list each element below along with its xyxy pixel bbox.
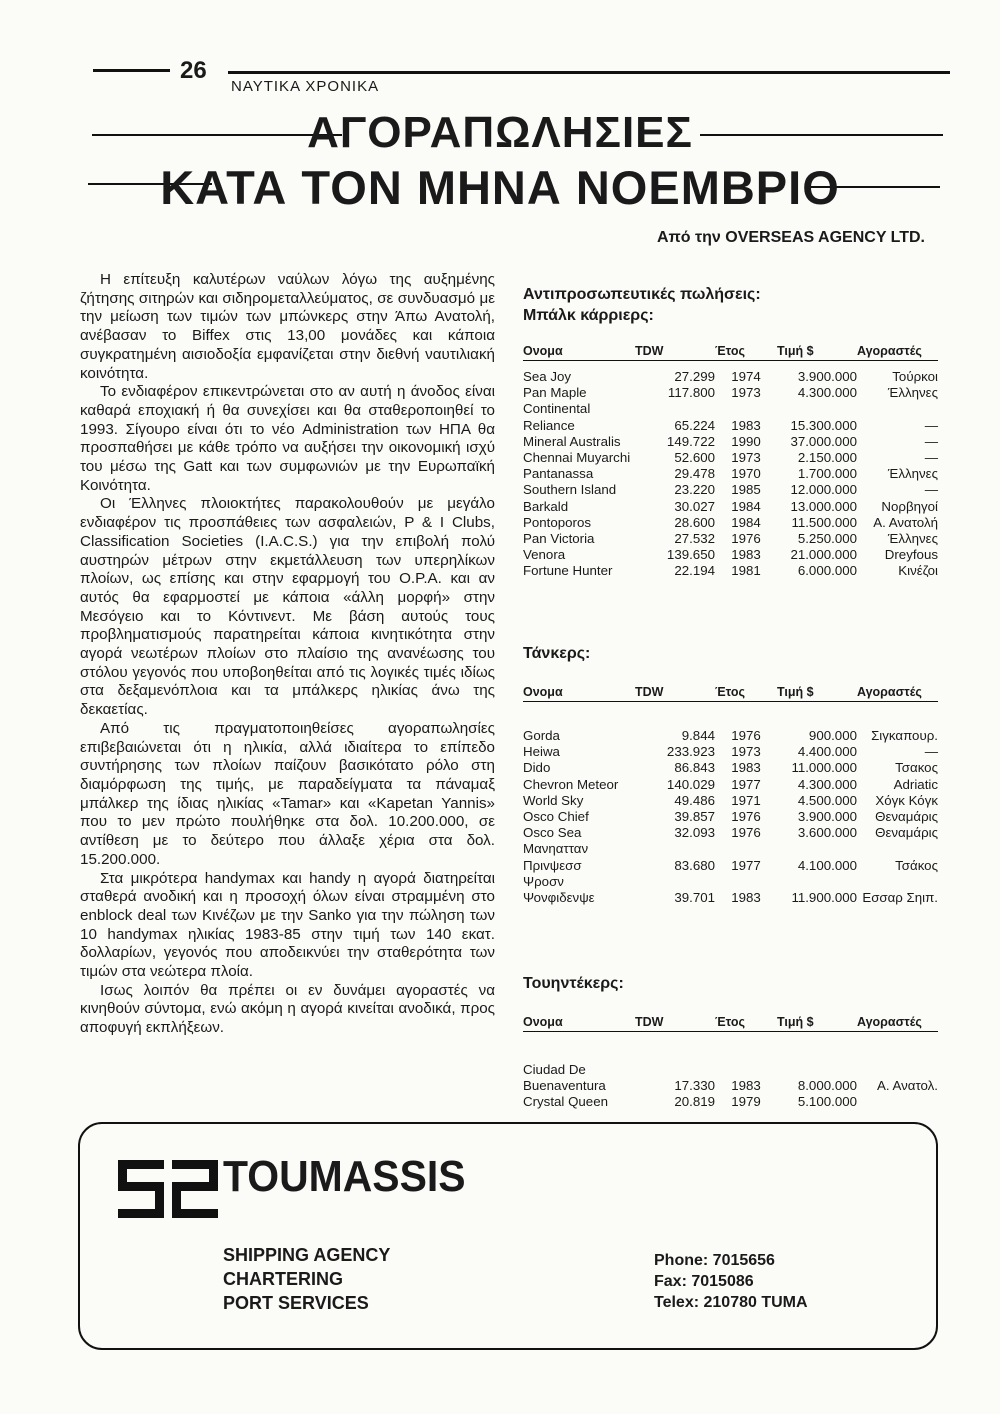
ship-name: Gorda xyxy=(523,728,560,743)
services-list xyxy=(223,1243,390,1315)
col-year: Έτος xyxy=(715,685,777,702)
ship-tdw: 52.600 xyxy=(674,450,715,466)
ship-price: 1.700.000 xyxy=(797,466,857,482)
ship-year: 1973 xyxy=(731,450,761,466)
table-row xyxy=(523,563,938,579)
article-paragraph: Ισως λοιπόν θα πρέπει οι εν δυνάμει αγοραστές να κινηθούν σύντομα, ενώ ακόμη η αγορά κινείται ανοδικά, προς αποφυγή εκπλήξεων. xyxy=(80,981,495,1037)
ship-year: 1984 xyxy=(731,498,761,514)
ship-tdw: 49.486 xyxy=(674,792,715,808)
ship-name: Ciudad De Buenaventura xyxy=(523,1062,606,1094)
ship-name: Pan Victoria xyxy=(523,531,595,547)
ship-name: Μανηατταν Πριvψεσσ xyxy=(523,841,589,873)
ship-buyer: — xyxy=(924,433,938,449)
ship-name: Ψροσν Ψονφιδενψε xyxy=(523,873,595,906)
ship-tdw: 83.680 xyxy=(674,857,715,873)
ship-tdw: 39.857 xyxy=(674,809,715,825)
ship-buyer: Έλληνες xyxy=(887,385,938,401)
ship-buyer: Σιγκαπουρ. xyxy=(871,728,938,743)
ship-buyer: Τσάκος xyxy=(895,857,938,873)
ship-name: Osco Sea xyxy=(523,825,582,841)
ship-price: 3.600.000 xyxy=(797,825,857,841)
ship-year: 1973 xyxy=(731,744,761,760)
ship-name: Continental Reliance xyxy=(523,401,591,433)
ship-year: 1971 xyxy=(731,792,761,808)
page-subtitle: ΚΑΤΑ ΤΟΝ ΜΗΝΑ ΝΟΕΜΒΡΙΟ xyxy=(160,161,840,214)
ship-tdw: 17.330 xyxy=(674,1078,715,1094)
publication-name: ΝΑΥΤΙΚΑ ΧΡΟΝΙΚΑ xyxy=(231,78,380,95)
ship-year: 1979 xyxy=(731,1094,761,1110)
table-row xyxy=(523,385,938,401)
toumassis-logo xyxy=(118,1160,218,1218)
ship-name: Southern Island xyxy=(523,482,617,498)
ship-year: 1985 xyxy=(731,482,761,498)
ship-buyer: Έλληνες xyxy=(887,531,938,547)
byline: Από την OVERSEAS AGENCY LTD. xyxy=(656,229,925,246)
ship-price: 11.500.000 xyxy=(791,514,857,530)
ship-price: 900.000 xyxy=(808,728,857,743)
table-row xyxy=(523,793,938,809)
col-tdw: TDW xyxy=(635,344,715,361)
ship-price: 6.000.000 xyxy=(797,563,857,579)
ship-buyer: Α. Ανατολ. xyxy=(876,1078,938,1094)
tankers-table xyxy=(523,685,938,906)
ship-year: 1983 xyxy=(731,417,761,433)
ship-name: Venora xyxy=(523,547,566,563)
col-name: Ονομα xyxy=(523,685,635,702)
ship-price: 15.300.000 xyxy=(790,417,857,433)
col-name: Ονομα xyxy=(523,344,635,361)
col-year: Έτος xyxy=(715,1015,777,1032)
ship-tdw: 27.299 xyxy=(674,369,715,384)
table-header-row xyxy=(523,344,938,361)
table-row xyxy=(523,531,938,547)
ship-name: Pan Maple xyxy=(523,385,587,401)
page-number: 26 xyxy=(180,57,207,84)
fax-number: Fax: 7015086 xyxy=(654,1273,754,1290)
table-row xyxy=(523,777,938,793)
ship-tdw: 20.819 xyxy=(674,1094,715,1110)
table-row xyxy=(523,482,938,498)
ship-year: 1976 xyxy=(731,809,761,825)
ship-tdw: 86.843 xyxy=(674,760,715,776)
table-row xyxy=(523,1094,938,1110)
ship-tdw: 39.701 xyxy=(674,890,715,906)
ship-name: Pantanassa xyxy=(523,466,594,482)
ship-buyer: Κινέζοι xyxy=(898,563,938,579)
col-price: Τιμή $ xyxy=(777,685,857,702)
ship-buyer: Έλληνες xyxy=(887,466,938,482)
ship-name: World Sky xyxy=(523,792,584,808)
ship-year: 1977 xyxy=(731,857,761,873)
ship-year: 1983 xyxy=(731,547,761,563)
ship-buyer: Θεναμάρις xyxy=(875,825,938,841)
ship-year: 1974 xyxy=(731,369,761,384)
ship-name: Heiwa xyxy=(523,744,560,760)
article-paragraph: Από τις πραγματοποιηθείσες αγοραπωλησίες επιβεβαιώνεται ότι η ηλικία, αλλά ιδιαίτερα το επίπεδο συντήρησης των πλοίων παίζουν βασικότατο ρόλο στη διαμόρφωση της τιμής, με παραδείγματα τα πάναμαξ μπάλκερ της ίδιας ηλικίας «Tamar» και «Kapetan Yannis» που το μεν πρώτο πουλήθηκε στα δολ. 10.200.000, σε αντίθεση με το δεύτερο που άλλαξε χέρια στα δολ. 15.200.000. xyxy=(80,719,495,868)
table-row xyxy=(523,515,938,531)
contact-info xyxy=(654,1250,808,1313)
table-row xyxy=(523,466,938,482)
ship-price: 4.100.000 xyxy=(797,857,857,873)
sales-heading: Αντιπροσωπευτικές πωλήσεις: xyxy=(523,286,761,303)
col-tdw: TDW xyxy=(635,1015,715,1032)
tweendeckers-table xyxy=(523,1015,938,1111)
ship-tdw: 32.093 xyxy=(674,825,715,841)
ship-tdw: 22.194 xyxy=(674,563,715,579)
ship-buyer xyxy=(857,1094,938,1110)
ship-price: 37.000.000 xyxy=(790,433,857,449)
ship-price: 13.000.000 xyxy=(790,498,857,514)
ship-year: 1983 xyxy=(731,760,761,776)
table-header-row xyxy=(523,1015,938,1032)
header-rule-left xyxy=(93,69,170,72)
table-row xyxy=(523,547,938,563)
table-row xyxy=(523,434,938,450)
col-buyers: Αγοραστές xyxy=(857,685,938,702)
ship-tdw: 29.478 xyxy=(674,466,715,482)
ship-year: 1984 xyxy=(731,514,761,530)
ship-name: Barkald xyxy=(523,498,569,514)
telex-number: Telex: 210780 TUMA xyxy=(654,1294,808,1311)
ship-price: 4.300.000 xyxy=(797,385,857,401)
ship-buyer: Νορβηγοί xyxy=(881,498,938,514)
table-row xyxy=(523,841,938,873)
ship-buyer: Τούρκοι xyxy=(892,369,938,384)
ship-price: 11.000.000 xyxy=(791,760,857,776)
ship-year: 1983 xyxy=(731,1078,761,1094)
col-year: Έτος xyxy=(715,344,777,361)
ship-year: 1976 xyxy=(731,531,761,547)
ship-price: 21.000.000 xyxy=(790,547,857,563)
ship-buyer: — xyxy=(924,744,938,760)
ship-buyer: Adriatic xyxy=(893,776,938,792)
table-row xyxy=(523,450,938,466)
col-price: Τιμή $ xyxy=(777,344,857,361)
ship-tdw: 23.220 xyxy=(674,482,715,498)
table-row xyxy=(523,760,938,776)
ship-year: 1976 xyxy=(731,825,761,841)
ship-buyer: — xyxy=(924,482,938,498)
ship-price: 4.500.000 xyxy=(797,792,857,808)
table-row xyxy=(523,809,938,825)
phone-number: Phone: 7015656 xyxy=(654,1252,775,1269)
article-paragraph: Οι Έλληνες πλοιοκτήτες παρακολουθούν με μεγάλο ενδιαφέρον τις προσπάθειες των ασφαλειών, P & I Clubs, Classification Societies (I.A.C.S.) για την επιβολή πολύ αυστηρών μέτρων στην εκμετάλλευση των υπερηλίκων πλοίων, ως επίσης και στην εφαρμογή του Ο.Ρ.Α. και αν αυτός θα εφαρμοστεί με κάποια «άλλη μορφή» στην Μεσόγειο και το Κόντινεντ. Με βάση αυτούς τους προβληματισμούς παρατηρείται κάποια κινητικότητα στην αγορά νεωτέρων πλοίων στο πλαίσιο της ανανέωσης του στόλου γεγονός που υποβοηθείται από τις λογικές τιμές ιδίως στα δεξαμενόπλοια και τα μπάλκερς ηλικίας άνω της δεκαετίας. xyxy=(80,495,495,719)
ship-tdw: 117.800 xyxy=(667,385,715,401)
ship-price: 3.900.000 xyxy=(797,809,857,825)
ship-buyer: — xyxy=(924,417,938,433)
ship-price: 11.900.000 xyxy=(791,890,857,906)
ship-year: 1981 xyxy=(731,563,761,579)
ship-buyer: Θεναμάρις xyxy=(875,809,938,825)
article-paragraph: Η επίτευξη καλυτέρων ναύλων λόγω της αυξημένης ζήτησης σιτηρών και σιδηρομεταλλεύματος, σε συνδυασμό με την μείωση των τιμών των μπώνκερς στην Άπω Ανατολή, ανέβασαν το Biffex στις 13,00 μονάδες και κάποια συγκρατημένη αισιοδοξία εμφανίζεται στην διεθνή ναυτιλιακή κοινότητα. xyxy=(80,271,495,382)
ship-year: 1973 xyxy=(731,385,761,401)
bulk-carriers-heading: Μπάλκ κάρριερς: xyxy=(523,307,654,324)
table-row xyxy=(523,361,938,386)
article-paragraph: Το ενδιαφέρον επικεντρώνεται στο αν αυτή η άνοδος είναι καθαρά εποχιακή ή θα συνεχίσει και θα σταθεροποιηθεί το 1993. Σίγουρο είναι ότι το νέο Administration των ΗΠΑ θα προσπαθήσει με κάθε τρόπο να αυξήσει την οικονομική ισχύ του μέσω της Gatt και των συμφωνιών με την Ευρωπαϊκή Κοινότητα. xyxy=(80,383,495,494)
ship-tdw: 149.722 xyxy=(666,433,715,449)
col-tdw: TDW xyxy=(635,685,715,702)
service-item: PORT SERVICES xyxy=(223,1293,369,1313)
ship-name: Chevron Meteor xyxy=(523,776,619,792)
ship-tdw: 233.923 xyxy=(666,744,715,760)
ship-buyer: Dreyfous xyxy=(884,547,938,563)
ship-name: Crystal Queen xyxy=(523,1094,608,1110)
table-row xyxy=(523,499,938,515)
tankers-heading: Τάνκερς: xyxy=(523,645,591,662)
table-row xyxy=(523,825,938,841)
ship-tdw: 65.224 xyxy=(674,417,715,433)
bulk-carriers-table xyxy=(523,344,938,580)
ship-tdw: 30.027 xyxy=(674,498,715,514)
ship-name: Fortune Hunter xyxy=(523,563,613,579)
ship-price: 3.900.000 xyxy=(797,369,857,384)
ship-price: 4.400.000 xyxy=(797,744,857,760)
col-buyers: Αγοραστές xyxy=(857,1015,938,1032)
service-item: CHARTERING xyxy=(223,1269,343,1289)
table-row xyxy=(523,874,938,906)
service-item: SHIPPING AGENCY xyxy=(223,1245,391,1265)
ship-buyer: — xyxy=(924,450,938,466)
ship-year: 1977 xyxy=(731,776,761,792)
ship-buyer: Τσακος xyxy=(895,760,938,776)
table-row xyxy=(523,401,938,433)
ship-buyer: Χόγκ Κόγκ xyxy=(875,792,938,808)
ship-year: 1983 xyxy=(731,890,761,906)
ship-buyer: Α. Ανατολή xyxy=(873,514,938,530)
ship-tdw: 140.029 xyxy=(666,776,715,792)
ship-tdw: 9.844 xyxy=(681,728,715,743)
ship-tdw: 27.532 xyxy=(674,531,715,547)
ship-price: 5.100.000 xyxy=(797,1094,857,1110)
ship-name: Sea Joy xyxy=(523,369,572,384)
header-rule-right xyxy=(228,71,950,74)
ship-name: Pontoporos xyxy=(523,514,592,530)
ship-year: 1976 xyxy=(731,728,761,743)
ship-price: 12.000.000 xyxy=(790,482,857,498)
ship-price: 4.300.000 xyxy=(797,776,857,792)
ship-tdw: 139.650 xyxy=(666,547,715,563)
ship-name: Osco Chief xyxy=(523,809,589,825)
ship-name: Chennai Muyarchi xyxy=(523,450,631,466)
ship-name: Mineral Australis xyxy=(523,433,621,449)
ship-year: 1990 xyxy=(731,433,761,449)
ship-buyer: Εσσαρ Σηιπ. xyxy=(862,890,938,906)
ship-name: Dido xyxy=(523,760,551,776)
brand-name: TOUMASSIS xyxy=(223,1152,466,1201)
advertisement-box xyxy=(78,1122,938,1350)
table-row xyxy=(523,702,938,745)
tweendeckers-heading: Τουηντέκερς: xyxy=(523,975,624,992)
ship-tdw: 28.600 xyxy=(674,514,715,530)
ship-price: 5.250.000 xyxy=(797,531,857,547)
ship-year: 1970 xyxy=(731,466,761,482)
ship-price: 8.000.000 xyxy=(797,1078,857,1094)
table-row xyxy=(523,744,938,760)
ship-price: 2.150.000 xyxy=(797,450,857,466)
table-header-row xyxy=(523,685,938,702)
article-paragraph: Στα μικρότερα handymax και handy η αγορά διατηρείται σταθερά ανοδική και η προσοχή όλων είναι στραμμένη στο enblock deal των Κινέζων με την Sanko για την πώληση των 10 handymax ηλικίας 1983-85 στην τιμή των 140 εκατ. δολλαρίων, γεγονός που αποδεικνύει την σταθερότητα των τιμών στα νεώτερα πλοία. xyxy=(80,869,495,981)
col-buyers: Αγοραστές xyxy=(857,344,938,361)
table-row xyxy=(523,1032,938,1095)
article-body xyxy=(80,271,495,1038)
col-name: Ονομα xyxy=(523,1015,635,1032)
page-title: ΑΓΟΡΑΠΩΛΗΣΙΕΣ xyxy=(307,108,693,157)
col-price: Τιμή $ xyxy=(777,1015,857,1032)
